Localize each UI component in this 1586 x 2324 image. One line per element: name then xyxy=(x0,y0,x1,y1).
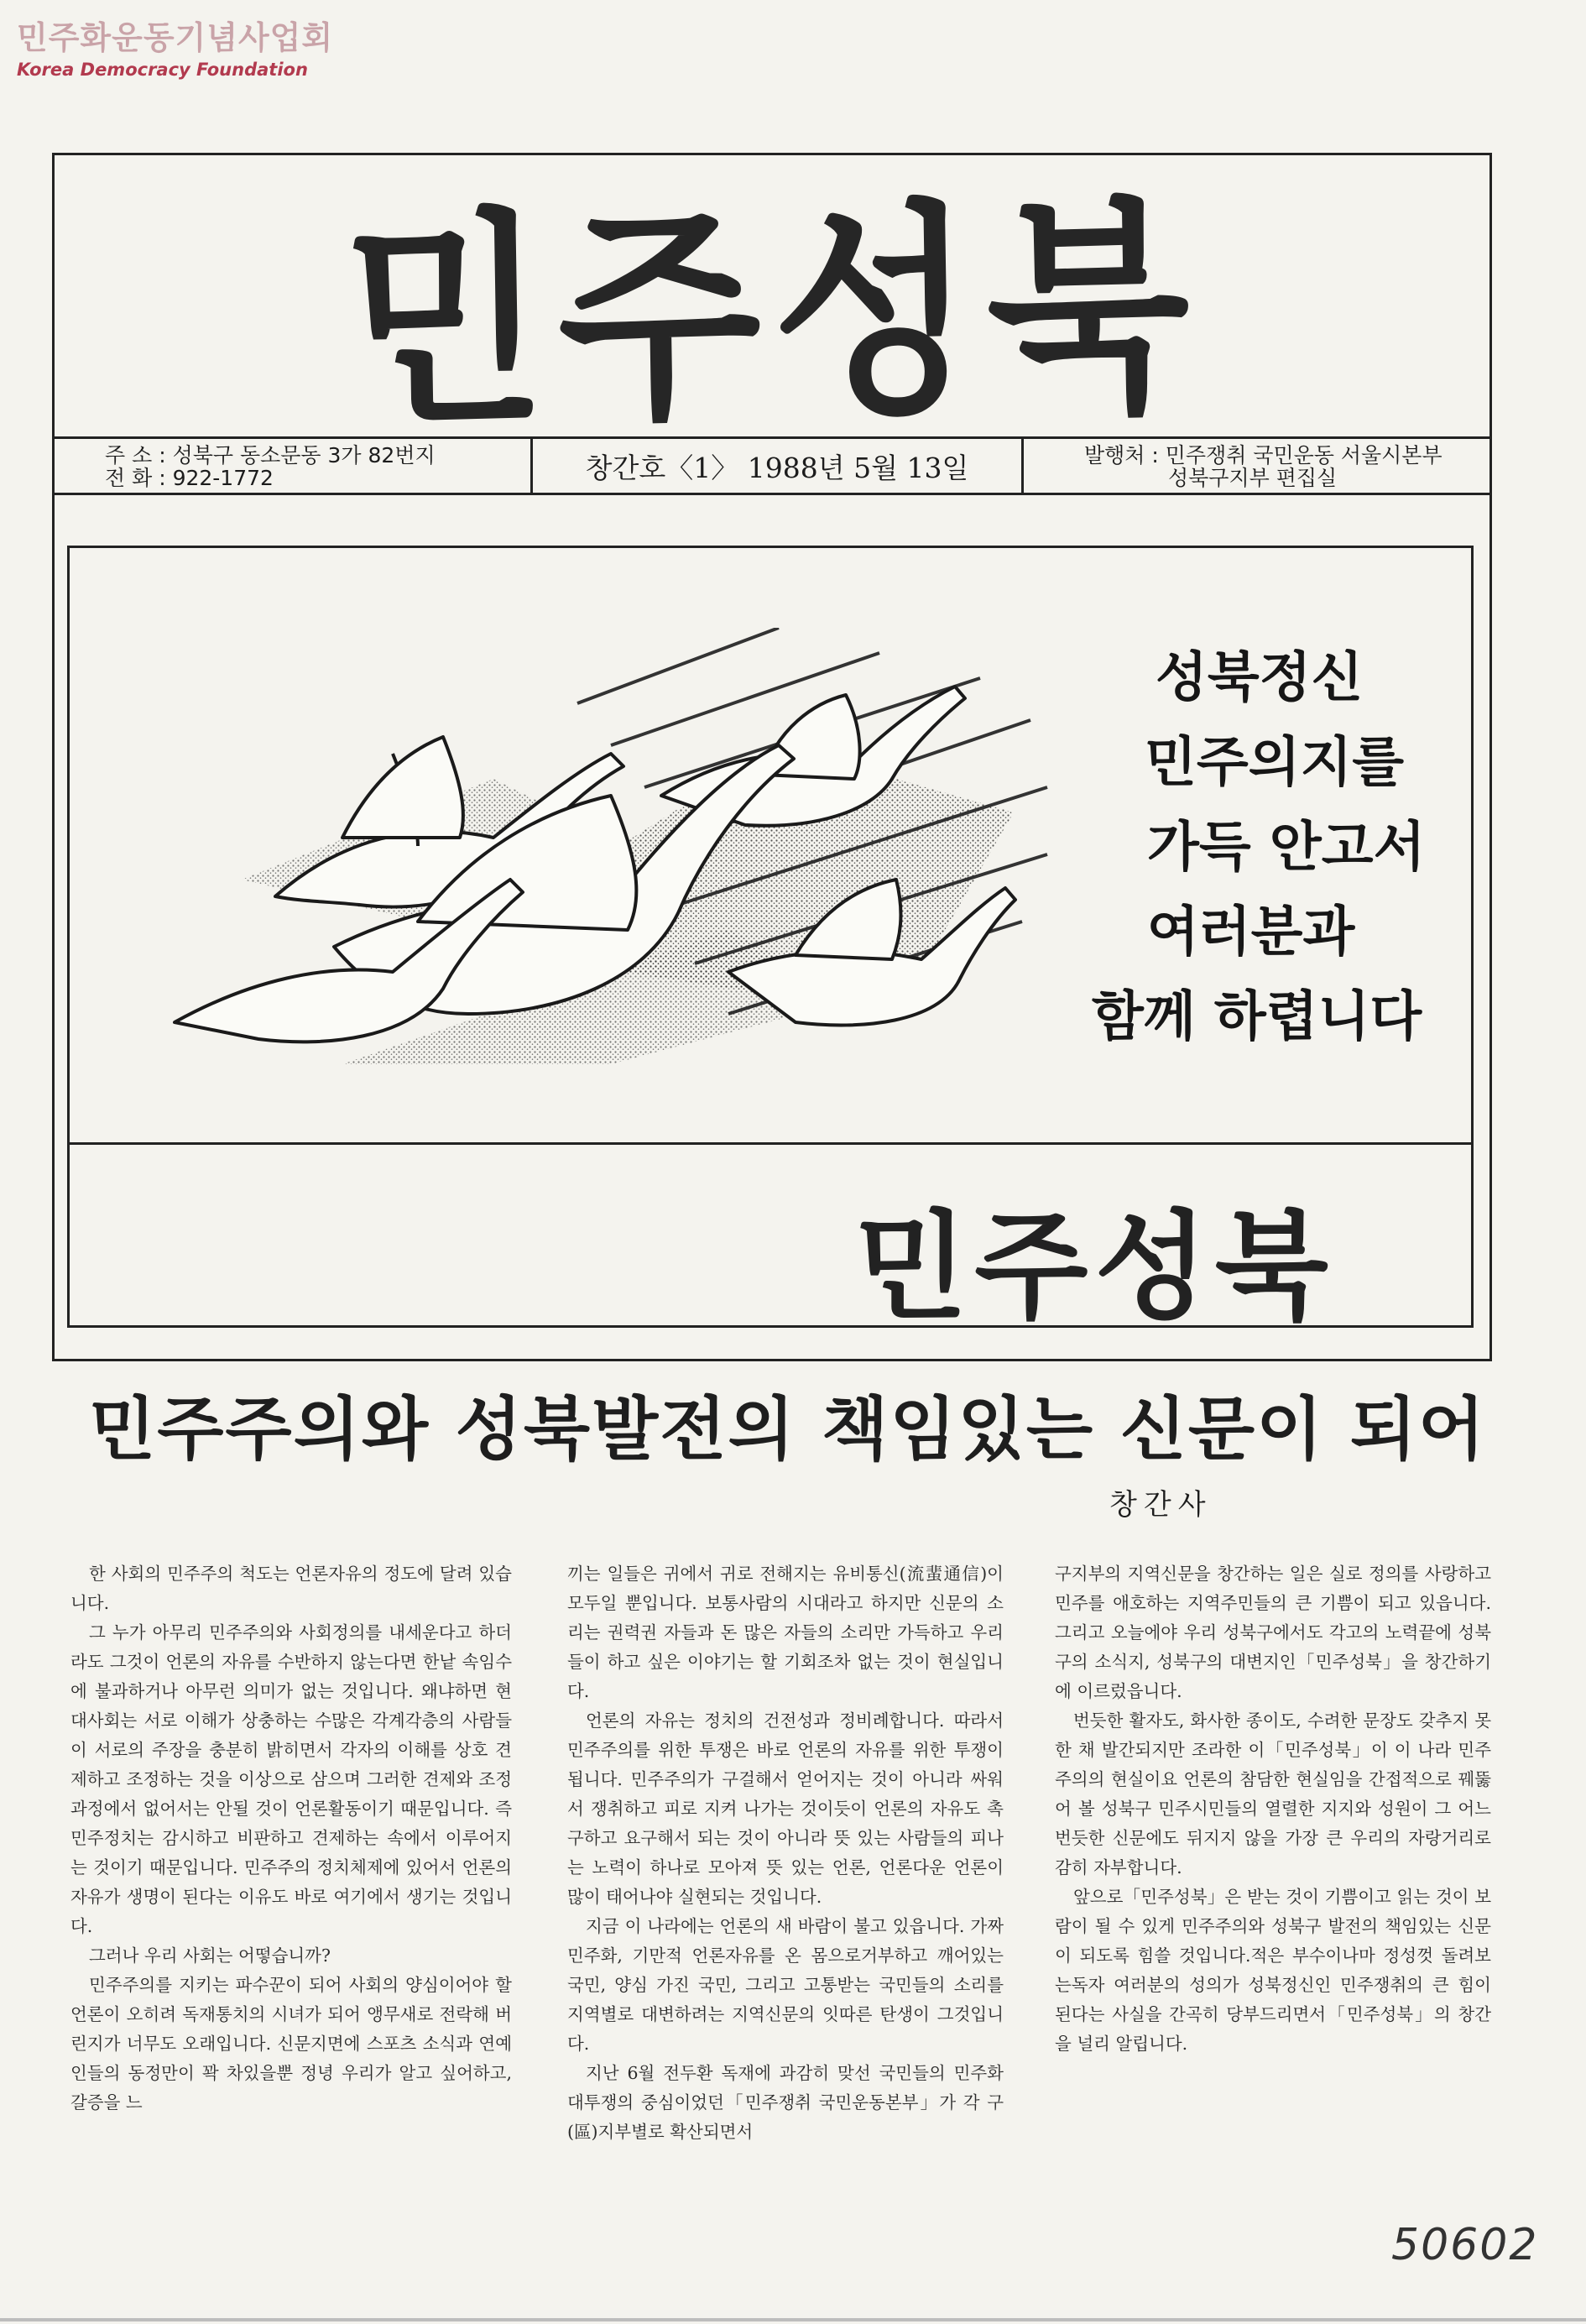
paragraph: 언론의 자유는 정치의 건전성과 정비례합니다. 따라서 민주주의를 위한 투쟁은 바로 언론의 자유를 위한 투쟁이 됩니다. 민주주의가 구걸해서 얻어지는 것이 아니라 싸워서 쟁취하고 피로 지켜 나가는 것이듯이 언론의 자유도 촉구하고 요구해서 되는 것이 아니라 뜻 있는 사람들의 피나는 노력이 하나로 모아져 뜻 있는 언론, 언론다운 언론이 많이 태어나야 실현되는 것입니다. xyxy=(567,1710,1004,1907)
article-column-3 xyxy=(1055,1559,1491,2059)
article-headline: 민주주의와 성북발전의 책임있는 신문이 되어 xyxy=(89,1389,1487,1470)
slogan-line: 성북정신 xyxy=(1156,647,1364,709)
paragraph: 지난 6월 전두환 독재에 과감히 맞선 국민들의 민주화 대투쟁의 중심이었던「민주쟁취 국민운동본부」가 각 구(區)지부별로 확산되면서 xyxy=(567,2063,1004,2142)
publisher-cell xyxy=(1024,439,1489,493)
scan-edge xyxy=(0,2318,1586,2321)
paragraph: 그 누가 아무리 민주주의와 사회정의를 내세운다고 하더라도 그것이 언론의 자유를 수반하지 않는다면 한낱 속임수에 불과하거나 아무런 의미가 없는 것입니다. 왜냐하면 현대사회는 서로 이해가 상충하는 수많은 각계각층의 사람들이 서로의 주장을 충분히 밝히면서 각자의 이해를 상호 견제하고 조정하는 것을 이상으로 삼으며 그러한 견제와 조정과정에서 없어서는 안될 것이 언론활동이기 때문입니다. 즉 민주정치는 감시하고 비판하고 견제하는 속에서 이루어지는 것이기 때문입니다. 민주주의 정치체제에 있어서 언론의 자유가 생명이 된다는 이유도 바로 여기에서 생기는 것입니다. xyxy=(70,1622,512,1936)
watermark-org-korean: 민주화운동기념사업회 xyxy=(17,19,334,56)
feature-subbrand: 민주성북 xyxy=(854,1199,1335,1336)
flying-cranes-illustration xyxy=(141,628,1123,1098)
publisher-line-1: 발행처 : 민주쟁취 국민운동 서울시본부 xyxy=(1084,443,1443,467)
contact-cell xyxy=(55,439,533,493)
slogan-line: 여러분과 xyxy=(1147,901,1355,964)
publisher-line-2: 성북구지부 편집실 xyxy=(1168,466,1338,490)
feature-divider xyxy=(70,1142,1471,1145)
info-row xyxy=(55,436,1489,495)
paragraph: 앞으로「민주성북」은 받는 것이 기쁨이고 읽는 것이 보람이 될 수 있게 민주주의와 성북구 발전의 책임있는 신문이 되도록 힘쓸 것입니다.적은 부수이나마 정성껏 돌려보는독자 여러분의 성의가 성북정신인 민주쟁취의 큰 힘이 된다는 사실을 간곡히 당부드리면서「민주성북」의 창간을 널리 알립니다. xyxy=(1055,1887,1491,2054)
slogan-line: 민주의지를 xyxy=(1145,732,1405,794)
paragraph: 번듯한 활자도, 화사한 종이도, 수려한 문장도 갖추지 못한 채 발간되지만 조라한 이「민주성북」이 이 나라 민주주의의 현실이요 언론의 참담한 현실임을 간접적으로 꿰뚫어 볼 성북구 민주시민들의 열렬한 지지와 성원이 그 어느번듯한 신문에도 뒤지지 않을 가장 큰 우리의 자랑거리로 감히 자부합니다. xyxy=(1055,1710,1491,1877)
paragraph: 지금 이 나라에는 언론의 새 바람이 불고 있읍니다. 가짜 민주화, 기만적 언론자유를 온 몸으로거부하고 깨어있는 국민, 양심 가진 국민, 그리고 고통받는 국민들의 소리를 지역별로 대변하려는 지역신문의 잇따른 탄생이 그것입니다. xyxy=(567,1916,1004,2054)
phone-line: 전 화 : 922-1772 xyxy=(105,466,274,490)
slogan-line: 함께 하렵니다 xyxy=(1092,986,1422,1048)
article-column-1 xyxy=(70,1559,512,2118)
article-byline: 창간사 xyxy=(1109,1488,1213,1522)
slogan xyxy=(1092,636,1425,1060)
slogan-line: 가득 안고서 xyxy=(1147,817,1426,879)
handwritten-note: 50602 xyxy=(1391,2220,1539,2270)
watermark-logo xyxy=(17,12,333,80)
paragraph: 구지부의 지역신문을 창간하는 일은 실로 정의를 사랑하고 민주를 애호하는 지역주민들의 큰 기쁨이 되고 있읍니다. 그리고 오늘에야 우리 성북구에서도 각고의 노력끝에 성북구의 소식지, 성북구의 대변지인「민주성북」을 창간하기에 이르렀읍니다. xyxy=(1055,1564,1491,1701)
paragraph: 끼는 일들은 귀에서 귀로 전해지는 유비통신(流蜚通信)이 모두일 뿐입니다. 보통사람의 시대라고 하지만 신문의 소리는 권력권 자들과 돈 많은 자들의 소리만 가득하고 우리들이 하고 싶은 이야기는 할 기회조차 없는 것이 현실입니다. xyxy=(567,1564,1004,1701)
paragraph: 한 사회의 민주주의 척도는 언론자유의 정도에 달려 있습니다. xyxy=(70,1564,512,1613)
issue-line: 창간호〈1〉 1988년 5월 13일 xyxy=(585,451,969,484)
feature-box xyxy=(67,546,1474,1336)
paragraph: 그러나 우리 사회는 어떻습니까? xyxy=(89,1945,331,1966)
address-line: 주 소 : 성북구 동소문동 3가 82번지 xyxy=(105,443,436,467)
masthead-title: 민주성북 xyxy=(341,175,1203,456)
paragraph: 민주주의를 지키는 파수꾼이 되어 사회의 양심이어야 할 언론이 오히려 독재통치의 시녀가 되어 앵무새로 전락해 버린지가 너무도 오래입니다. 신문지면에 스포츠 소식과 연예인들의 동정만이 꽉 차있을뿐 정녕 우리가 알고 싶어하고, 갈증을 느 xyxy=(70,1975,512,2112)
issue-cell xyxy=(533,439,1024,493)
article-column-2 xyxy=(567,1559,1004,2147)
watermark-org-english: Korea Democracy Foundation xyxy=(17,60,308,80)
